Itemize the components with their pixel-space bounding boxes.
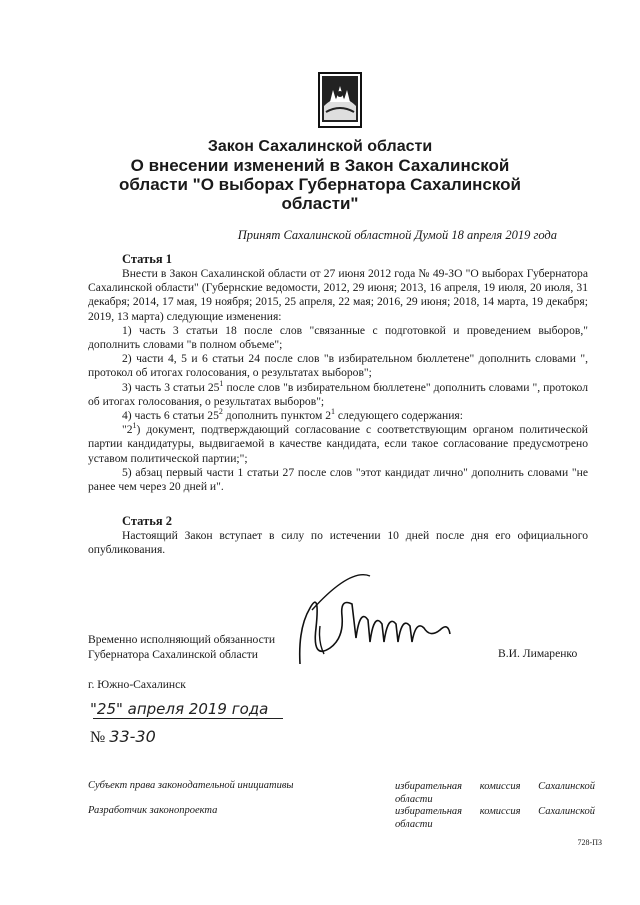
article-1-item <box>88 409 588 423</box>
article-1-body <box>88 267 588 494</box>
law-subtitle-line: О внесении изменений в Закон Сахалинской <box>130 156 510 175</box>
item-text: следующего содержания: <box>335 409 463 423</box>
law-subtitle-line: области" <box>281 194 359 213</box>
law-subtitle <box>0 156 640 213</box>
article-1-intro: Внести в Закон Сахалинской области от 27 июня 2012 года № 49-ЗО "О выборах Губернатора Сахалинской области" (Губернские ведомости, 2012, 29 июня; 2013, 16 апреля, 19 июля, 20 июля, 31 декабря; 2014, 17 мая, 19 ноября; 2015, 25 апреля, 22 мая; 2016, 29 июня; 2018, 14 марта, 19 декабря; 2019, 13 марта) следующие изменения: <box>88 267 588 323</box>
superscript: 1 <box>132 421 137 431</box>
signatory-position <box>88 632 275 662</box>
adoption-note: Принят Сахалинской областной Думой 18 апреля 2019 года <box>237 228 557 242</box>
position-line: Временно исполняющий обязанности <box>88 633 276 646</box>
article-1-item: 1) часть 3 статьи 18 после слов "связанные с подготовкой и проведением выборов," дополнить словами "в полном объеме"; <box>88 323 588 352</box>
item-text: "2 <box>122 423 133 437</box>
superscript: 1 <box>219 378 224 388</box>
article-1-item: 5) абзац первый части 1 статьи 27 после слов "этот кандидат лично" дополнить словами "не ранее чем через 20 дней и". <box>88 465 588 494</box>
footer-developer-label: Разработчик законопроекта <box>88 805 218 816</box>
handwritten-number: 33-30 <box>109 727 156 746</box>
coat-of-arms-emblem <box>318 72 362 128</box>
article-2-text: Настоящий Закон вступает в силу по истечении 10 дней после дня его официального опубликования. <box>88 529 588 557</box>
article-2-body <box>88 529 588 557</box>
document-code: 728-ПЗ <box>577 838 602 847</box>
law-subtitle-line: области "О выборах Губернатора Сахалинской <box>118 175 522 194</box>
handwritten-date: "25" апреля 2019 года <box>90 700 269 718</box>
city-name: г. Южно-Сахалинск <box>88 678 186 691</box>
superscript: 2 <box>218 407 223 417</box>
item-text: после слов "в избирательном бюллетене" дополнить словами ", протокол об итогах голосования, о результатах выборов"; <box>88 380 588 408</box>
item-text: 3) часть 3 статьи 25 <box>122 380 220 394</box>
position-line: Губернатора Сахалинской области <box>88 648 259 661</box>
item-text: ) документ, подтверждающий согласование с соответствующим органом политической партии кандидатуры, выдвигаемой в качестве кандидата, если такое согласование предусмотрено уставом политической партии;"; <box>88 423 588 465</box>
article-1-item <box>88 378 588 409</box>
law-title: Закон Сахалинской области <box>207 138 433 155</box>
handwritten-signature <box>290 568 475 668</box>
item-text: 4) часть 6 статьи 25 <box>122 409 219 423</box>
law-number <box>90 727 156 747</box>
superscript: 1 <box>331 407 335 417</box>
item-text: дополнить пунктом 2 <box>222 409 331 423</box>
article-1-heading: Статья 1 <box>122 252 172 266</box>
number-sign: № <box>90 729 106 746</box>
article-1-item: 2) части 4, 5 и 6 статьи 24 после слов "в избирательном бюллетене" дополнить словами ", протокол об итогах голосования, о результатах выборов"; <box>88 352 588 380</box>
article-2-heading: Статья 2 <box>122 514 172 528</box>
footer-developer-value: избирательная комиссия Сахалинской области <box>395 806 595 830</box>
footer-initiative-value: избирательная комиссия Сахалинской области <box>395 781 595 805</box>
signatory-name: В.И. Лимаренко <box>498 647 578 660</box>
date-underline <box>93 718 283 719</box>
article-1-quote <box>88 423 588 466</box>
footer-initiative-label: Субъект права законодательной инициативы <box>88 780 294 791</box>
